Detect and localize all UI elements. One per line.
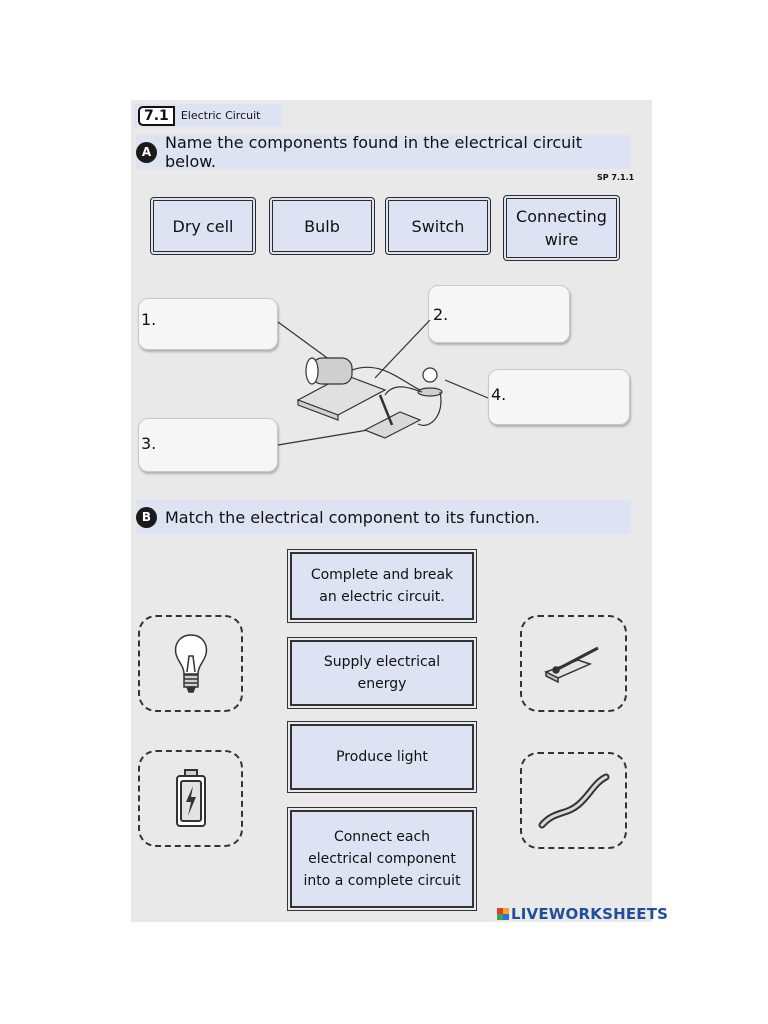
circuit-diagram: [270, 320, 500, 460]
brand-text: LIVEWORKSHEETS: [511, 905, 669, 923]
section-b-instruction: Match the electrical component to its function.: [165, 507, 540, 527]
answer-box-3[interactable]: [138, 418, 278, 472]
unit-tag: [134, 104, 282, 127]
wire-icon: [536, 771, 612, 831]
answer-box-4[interactable]: [488, 369, 630, 425]
section-b-badge: B: [136, 507, 157, 528]
section-a-instruction: Name the components found in the electrical circuit below.: [165, 133, 583, 171]
section-a-badge: A: [136, 142, 157, 163]
word-card-dry-cell: Dry cell: [150, 197, 256, 255]
unit-number: 7.1: [138, 106, 175, 126]
unit-title: Electric Circuit: [180, 109, 261, 122]
answer-label-1: 1.: [141, 310, 157, 329]
answer-label-3: 3.: [141, 434, 157, 453]
switch-icon: [542, 642, 606, 686]
section-a-instruction-bar: [136, 135, 631, 169]
word-card-switch: Switch: [385, 197, 491, 255]
bulb-icon: [171, 632, 211, 696]
word-card-connecting-wire: Connecting wire: [503, 195, 620, 261]
function-card-light[interactable]: Produce light: [290, 724, 474, 790]
function-card-energy[interactable]: Supply electrical energy: [290, 640, 474, 706]
section-b-instruction-bar: [136, 500, 631, 534]
function-card-switch[interactable]: Complete and break an electric circuit.: [290, 552, 474, 620]
battery-icon: [174, 768, 208, 830]
picture-card-battery[interactable]: [138, 750, 243, 847]
picture-card-switch[interactable]: [520, 615, 627, 712]
answer-box-1[interactable]: [138, 298, 278, 350]
answer-label-2: 2.: [433, 305, 449, 324]
word-card-bulb: Bulb: [269, 197, 375, 255]
picture-card-wire[interactable]: [520, 752, 627, 849]
function-card-connect[interactable]: Connect each electrical component into a complete circuit: [290, 810, 474, 908]
brand-logo-icon: [497, 908, 509, 920]
picture-card-bulb[interactable]: [138, 615, 243, 712]
standard-code: SP 7.1.1: [597, 173, 635, 182]
answer-label-4: 4.: [491, 385, 507, 404]
liveworksheets-logo: [497, 905, 668, 923]
